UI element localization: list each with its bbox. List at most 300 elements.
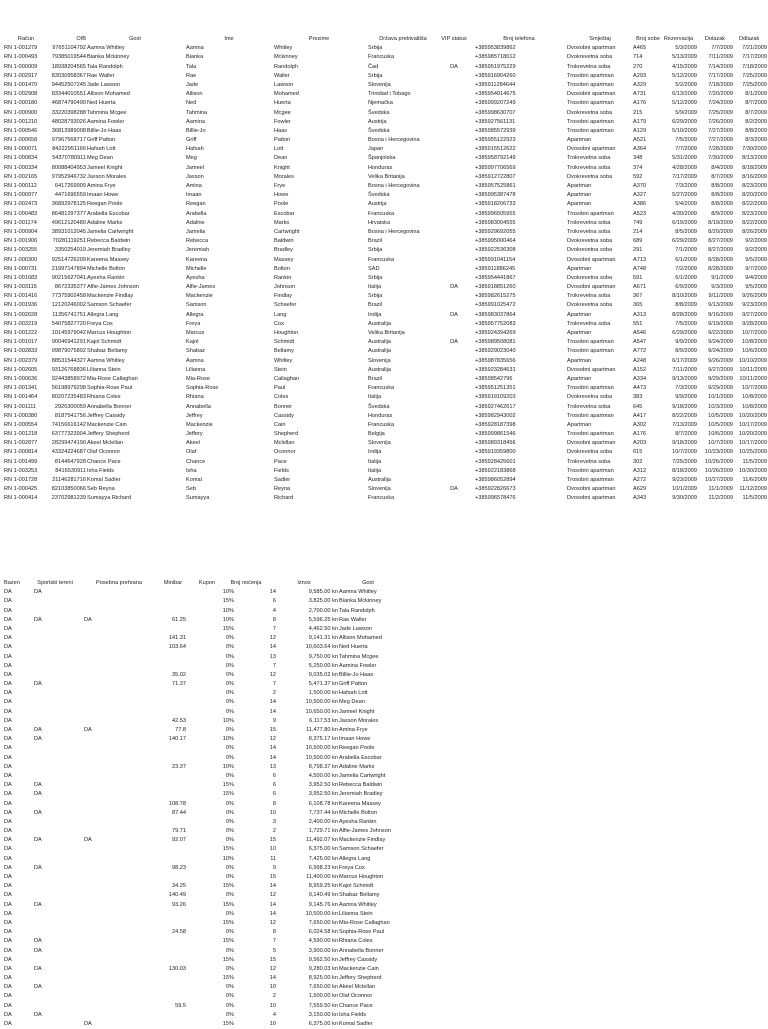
- cell-prezime: Rankin: [274, 274, 292, 281]
- cell-sportski-tereni: DA: [34, 589, 42, 596]
- cell-iznos: 8,959.25 kn: [308, 883, 338, 890]
- table-row: [0, 956, 768, 965]
- cell-broj-telefona: +385983037864: [475, 311, 516, 318]
- cell-prezime: Cain: [274, 421, 286, 428]
- cell-drzava-prebivalista: Francuska: [368, 495, 395, 502]
- cell-bazen: DA: [4, 662, 12, 669]
- cell-broj-nocenja: 2: [272, 993, 276, 1000]
- cell-kupon: 0%: [225, 874, 234, 880]
- cell-smjestaj: Dvosobni apartman: [567, 440, 616, 447]
- cell-gost: Imaan Howe: [339, 736, 371, 743]
- cell-gost: Adaline Marks: [339, 763, 375, 770]
- cell-iznos: 11,400.00 kn: [306, 874, 338, 880]
- cell-dolazak: 9/29/2009: [708, 375, 733, 382]
- cell-kupon: 0%: [225, 947, 234, 954]
- header-ime: Ime: [224, 36, 234, 42]
- cell-racun: RN 1-000425: [4, 486, 38, 493]
- cell-gost: Seb Reyna: [87, 486, 115, 493]
- cell-broj-nocenja: 10: [269, 846, 276, 853]
- cell-rezervacija: 4/28/2009: [672, 164, 697, 171]
- cell-broj-sobe: 215: [633, 109, 643, 116]
- cell-smjestaj: Trokrevetna soba: [567, 219, 611, 226]
- cell-odlazak: 10/8/2009: [742, 339, 767, 346]
- cell-dolazak: 10/5/2009: [708, 421, 733, 428]
- cell-oib: 84222951166: [52, 146, 86, 153]
- cell-gost: Jamelia Cartwright: [87, 228, 134, 235]
- cell-broj-sobe: 749: [633, 219, 643, 226]
- cell-smjestaj: Trosobni apartman: [567, 118, 614, 125]
- cell-smjestaj: Apartman: [567, 265, 592, 272]
- cell-broj-sobe: A465: [633, 45, 647, 52]
- cell-sportski-tereni: DA: [34, 864, 42, 871]
- cell-smjestaj: Trosobni apartman: [567, 385, 614, 392]
- cell-odlazak: 10/10/2009: [739, 357, 767, 364]
- table-row: [0, 928, 768, 937]
- cell-broj-nocenja: 6: [272, 598, 276, 605]
- cell-iznos: 7,425.00 kn: [308, 855, 338, 862]
- table-row: [0, 864, 768, 873]
- table-row: [0, 164, 768, 173]
- cell-broj-telefona: +385919359800: [475, 449, 516, 456]
- cell-oib: 28299474190: [51, 440, 86, 447]
- header-dolazak: Dolazak: [704, 36, 726, 42]
- cell-ime: Jeremiah: [186, 247, 210, 254]
- cell-oib: 6417269909: [54, 183, 86, 189]
- cell-gost: Arabella Escobar: [339, 754, 382, 761]
- cell-odlazak: 7/30/2009: [742, 146, 767, 153]
- cell-racun: RN 1-000658: [4, 137, 38, 144]
- cell-broj-nocenja: 4: [272, 607, 276, 614]
- cell-drzava-prebivalista: Bosna i Hercegovina: [368, 228, 420, 235]
- cell-bazen: DA: [4, 791, 12, 798]
- cell-dolazak: 9/16/2009: [708, 311, 733, 318]
- cell-gost: Ayesha Rankin: [339, 818, 377, 825]
- cell-broj-sobe: 365: [633, 302, 643, 309]
- cell-kupon: 0%: [225, 993, 234, 1000]
- cell-broj-telefona: +385996505955: [475, 210, 516, 217]
- cell-kupon: 10%: [222, 855, 234, 862]
- cell-broj-nocenja: 6: [272, 782, 276, 789]
- cell-bazen: DA: [4, 883, 12, 890]
- cell-rezervacija: 4/30/2009: [672, 210, 697, 217]
- cell-dolazak: 9/24/2009: [708, 348, 733, 355]
- cell-broj-nocenja: 13: [269, 763, 276, 770]
- cell-oib: 21997147894: [51, 265, 86, 272]
- cell-gost: Bianka Mckinney: [87, 54, 130, 61]
- cell-prezime: Cassidy: [274, 412, 294, 419]
- cell-bazen: DA: [4, 589, 12, 596]
- table-row: [0, 616, 768, 625]
- cell-broj-sobe: A293: [633, 72, 647, 79]
- cell-oib: 97952946732: [51, 173, 86, 180]
- table-row: [0, 974, 768, 983]
- cell-broj-nocenja: 14: [269, 975, 276, 982]
- cell-iznos: 6,375.00 kn: [308, 1021, 338, 1027]
- cell-odlazak: 8/26/2009: [742, 228, 767, 235]
- cell-gost: Mia-Rose Callaghan: [339, 919, 390, 926]
- table-row: [0, 607, 768, 616]
- cell-drzava-prebivalista: Australija: [368, 366, 392, 373]
- cell-ime: Allison: [186, 91, 203, 98]
- cell-racun: RN 1-000834: [4, 155, 38, 162]
- cell-gost: Sophia-Rose Paul: [339, 929, 385, 936]
- cell-dolazak: 8/27/2009: [708, 247, 733, 254]
- cell-bazen: DA: [4, 809, 12, 816]
- cell-sportski-tereni: DA: [34, 901, 42, 908]
- cell-smjestaj: Dvosobni apartman: [567, 366, 616, 373]
- cell-smjestaj: Trosobni apartman: [567, 477, 614, 483]
- cell-rezervacija: 5/2/2009: [675, 81, 697, 88]
- table-row: [0, 947, 768, 956]
- cell-drzava-prebivalista: Australija: [368, 477, 392, 483]
- cell-gost: Jaxson Morales: [339, 717, 379, 724]
- cell-broj-telefona: +385985718012: [475, 54, 516, 61]
- cell-iznos: 10,500.00 kn: [305, 745, 338, 752]
- cell-broj-telefona: +385923284631: [475, 366, 516, 373]
- cell-rezervacija: 7/2/2009: [675, 265, 697, 272]
- cell-drzava-prebivalista: Italija: [368, 458, 382, 465]
- cell-gost: Imaan Howe: [87, 192, 119, 199]
- cell-smjestaj: Trokrevetna soba: [567, 320, 611, 327]
- cell-prezime: Schmidt: [274, 339, 295, 346]
- cell-gost: Jade Lawson: [339, 625, 372, 632]
- cell-iznos: 7,737.44 kn: [308, 809, 338, 816]
- cell-minibar: 59.5: [175, 1002, 186, 1009]
- cell-oib: 93126768836: [51, 366, 86, 373]
- cell-broj-sobe: A176: [633, 100, 647, 107]
- cell-kupon: 0%: [225, 653, 234, 660]
- table-row: [0, 219, 768, 228]
- table-row: [0, 311, 768, 320]
- cell-iznos: 11,492.07 kn: [306, 837, 338, 844]
- cell-oib: 97967568717: [51, 137, 86, 144]
- cell-ime: Amina: [186, 183, 202, 189]
- cell-broj-nocenja: 13: [269, 653, 276, 660]
- cell-odlazak: 10/8/2009: [742, 403, 767, 410]
- cell-ime: Jade: [186, 81, 199, 88]
- cell-gost: Alfie-James Johnson: [87, 284, 139, 291]
- cell-racun: RN 1-000554: [4, 421, 38, 428]
- cell-drzava-prebivalista: Trinidad i Tobago: [368, 91, 411, 98]
- cell-iznos: 9,035.02 kn: [308, 671, 338, 678]
- cell-minibar: 87.44: [172, 809, 186, 816]
- cell-odlazak: 9/27/2009: [742, 311, 767, 318]
- table-row: [0, 910, 768, 919]
- cell-gost: Jeremiah Bradley: [339, 791, 383, 798]
- cell-gost: Aamna Whitley: [339, 589, 377, 596]
- cell-sportski-tereni: DA: [34, 727, 42, 733]
- header-odlazak: Odlazak: [738, 36, 760, 42]
- cell-odlazak: 9/4/2009: [745, 274, 767, 281]
- cell-gost: Mia-Rose Callaghan: [87, 375, 138, 382]
- cell-dolazak: 8/9/2009: [711, 210, 733, 217]
- cell-smjestaj: Apartman: [567, 311, 592, 318]
- cell-drzava-prebivalista: Velika Britanija: [368, 330, 405, 336]
- cell-kupon: 15%: [222, 938, 234, 945]
- cell-sportski-tereni: DA: [34, 938, 42, 945]
- header-bazen: Bazen: [4, 580, 20, 586]
- cell-gost: Griff Patton: [87, 137, 116, 144]
- cell-prezime: Dean: [274, 155, 288, 162]
- cell-broj-sobe: A731: [633, 91, 647, 98]
- cell-drzava-prebivalista: Brazil: [368, 375, 382, 382]
- cell-oib: 12120246002: [51, 302, 86, 309]
- cell-kupon: 10%: [222, 616, 234, 623]
- cell-broj-telefona: +385951975229: [475, 63, 516, 70]
- cell-odlazak: 10/7/2009: [742, 330, 767, 336]
- cell-ime: Chance: [186, 458, 206, 465]
- cell-drzava-prebivalista: Austrija: [368, 201, 387, 208]
- cell-iznos: 3,952.50 kn: [308, 782, 338, 789]
- cell-rezervacija: 5/31/2009: [672, 155, 697, 162]
- cell-broj-telefona: +385911886245: [475, 265, 516, 272]
- cell-kupon: 15%: [222, 975, 234, 982]
- cell-rezervacija: 6/9/2009: [675, 284, 697, 291]
- header-racun: Račun: [17, 36, 35, 42]
- cell-minibar: 140.49: [168, 892, 186, 899]
- table-row: [0, 855, 768, 864]
- cell-drzava-prebivalista: Bosna i Hercegovina: [368, 137, 420, 144]
- header-posebna-prehrana: Posebna prehrana: [95, 580, 143, 586]
- table-row: [0, 467, 768, 476]
- cell-bazen: DA: [4, 947, 12, 954]
- cell-bazen: DA: [4, 855, 12, 862]
- cell-prezime: Marks: [274, 219, 290, 226]
- cell-gost: Adaline Marks: [87, 219, 123, 226]
- cell-bazen: DA: [4, 938, 12, 945]
- cell-ime: Sumayya: [186, 495, 210, 502]
- cell-iznos: 3,952.50 kn: [308, 791, 338, 798]
- cell-gost: Rae Waller: [87, 72, 115, 79]
- table-row: [0, 182, 768, 191]
- cell-bazen: DA: [4, 607, 12, 614]
- cell-dolazak: 7/11/2009: [708, 54, 733, 61]
- cell-racun: RN 1-001906: [4, 238, 38, 245]
- cell-smjestaj: Trokrevetna soba: [567, 63, 611, 70]
- cell-drzava-prebivalista: Brazil: [368, 238, 382, 245]
- cell-odlazak: 10/20/2009: [739, 431, 767, 438]
- cell-racun: RN 1-000380: [4, 412, 38, 419]
- cell-iznos: 10,500.00 kn: [305, 910, 338, 917]
- services-table: [0, 579, 768, 1029]
- cell-dolazak: 8/8/2009: [711, 183, 733, 189]
- cell-odlazak: 7/17/2009: [742, 54, 767, 61]
- cell-rezervacija: 9/9/2009: [675, 339, 697, 346]
- cell-prezime: Bellamy: [274, 348, 294, 355]
- cell-gost: Sumayya Richard: [87, 495, 132, 502]
- cell-broj-nocenja: 12: [269, 736, 276, 743]
- cell-vip-status: DA: [450, 284, 458, 291]
- cell-ime: Allegra: [186, 311, 204, 318]
- cell-oib: 18938204565: [51, 63, 86, 70]
- cell-racun: RN 1-001222: [4, 330, 38, 336]
- cell-iznos: 11,477.80 kn: [306, 727, 338, 733]
- header-broj-telefona: Broj telefona: [503, 36, 535, 42]
- cell-gost: Aamina Fowler: [87, 118, 125, 125]
- cell-oib: 8187541756: [54, 412, 86, 419]
- cell-odlazak: 10/20/2009: [739, 412, 767, 419]
- cell-minibar: 35.02: [172, 671, 186, 678]
- cell-bazen: DA: [4, 625, 12, 632]
- cell-racun: RN 1-002877: [4, 440, 38, 447]
- cell-broj-telefona: +385922183868: [475, 467, 516, 474]
- cell-gost: Aamna Whitley: [87, 357, 125, 364]
- cell-drzava-prebivalista: Italija: [368, 467, 382, 474]
- table-row: [0, 754, 768, 763]
- cell-racun: RN 1-000493: [4, 54, 38, 61]
- cell-ime: Griff: [186, 137, 197, 144]
- table-row: [0, 72, 768, 81]
- cell-racun: RN 1-001210: [4, 118, 38, 125]
- cell-kupon: 0%: [225, 1011, 234, 1018]
- cell-sportski-tereni: DA: [34, 681, 42, 688]
- cell-racun: RN 1-000900: [4, 109, 38, 116]
- cell-gost: Rae Waller: [339, 616, 367, 623]
- cell-rezervacija: 4/15/2009: [672, 63, 697, 70]
- cell-gost: Tala Randolph: [87, 63, 123, 70]
- cell-kupon: 0%: [225, 754, 234, 761]
- cell-broj-telefona: +385929692055: [475, 228, 516, 235]
- cell-broj-sobe: A772: [633, 348, 647, 355]
- cell-rezervacija: 9/23/2009: [672, 477, 697, 483]
- cell-prezime: Frye: [274, 183, 286, 189]
- cell-broj-sobe: 367: [633, 293, 643, 300]
- cell-drzava-prebivalista: Slovenija: [368, 486, 391, 493]
- cell-smjestaj: Apartman: [567, 357, 592, 364]
- cell-gost: Meg Dean: [87, 155, 113, 162]
- table-row: [0, 357, 768, 366]
- cell-broj-telefona: +385929023040: [475, 348, 516, 355]
- cell-dolazak: 8/20/2009: [708, 228, 733, 235]
- cell-kupon: 0%: [225, 929, 234, 936]
- cell-iznos: 7,559.50 kn: [308, 1002, 338, 1009]
- cell-iznos: 9,750.00 kn: [308, 653, 338, 660]
- cell-iznos: 3,825.00 kn: [308, 598, 338, 605]
- cell-bazen: DA: [4, 910, 12, 917]
- cell-broj-sobe: A302: [633, 421, 647, 428]
- cell-iznos: 9,141.31 kn: [308, 635, 338, 642]
- cell-broj-sobe: A473: [633, 385, 647, 392]
- cell-broj-sobe: A343: [633, 495, 647, 502]
- cell-oib: 3350254019: [54, 247, 86, 254]
- cell-ime: Aamina: [186, 118, 205, 125]
- cell-dolazak: 8/8/2009: [711, 192, 733, 199]
- table-row: [0, 485, 768, 494]
- cell-rezervacija: 6/19/2009: [672, 219, 697, 226]
- cell-odlazak: 8/20/2009: [742, 192, 767, 199]
- cell-smjestaj: Dvokrevetna soba: [567, 109, 613, 116]
- cell-gost: Tahmina Mcgee: [339, 653, 379, 660]
- cell-odlazak: 8/16/2009: [742, 173, 767, 180]
- cell-drzava-prebivalista: Bosna i Hercegovina: [368, 183, 420, 189]
- cell-broj-telefona: +385999207249: [475, 100, 516, 107]
- table-row: [0, 292, 768, 301]
- cell-dolazak: 9/19/2009: [708, 320, 733, 327]
- cell-dolazak: 7/17/2009: [708, 72, 733, 79]
- cell-dolazak: 10/3/2009: [708, 403, 733, 410]
- cell-odlazak: 9/28/2009: [742, 320, 767, 327]
- cell-prezime: Mohamed: [274, 91, 299, 98]
- cell-gost: Mackenzie Findlay: [339, 837, 386, 844]
- cell-broj-sobe: A546: [633, 330, 647, 336]
- table-row: [0, 689, 768, 698]
- table-row: [0, 228, 768, 237]
- cell-gost: Annabella Bonner: [87, 403, 132, 410]
- cell-drzava-prebivalista: Švedska: [368, 127, 390, 134]
- cell-prezime: Patton: [274, 137, 291, 144]
- cell-prezime: Paul: [274, 385, 286, 392]
- cell-smjestaj: Dvosobni apartman: [567, 146, 616, 153]
- cell-broj-telefona: +385954914675: [475, 91, 516, 98]
- cell-kupon: 15%: [222, 883, 234, 890]
- cell-rezervacija: 9/9/2009: [675, 394, 697, 401]
- cell-odlazak: 10/25/2009: [739, 449, 767, 456]
- cell-broj-sobe: 592: [633, 173, 643, 180]
- cell-gost: Hafsah Lott: [339, 690, 368, 697]
- cell-kupon: 0%: [225, 864, 234, 871]
- cell-smjestaj: Dvokrevetna soba: [567, 238, 613, 245]
- cell-prezime: Waller: [274, 72, 290, 79]
- cell-racun: RN 1-000414: [4, 495, 38, 502]
- table-row: [0, 191, 768, 200]
- cell-prezime: Fowler: [274, 118, 291, 125]
- cell-odlazak: 8/7/2009: [745, 109, 767, 116]
- cell-gost: Annabella Bonner: [339, 947, 384, 954]
- cell-drzava-prebivalista: Španjolska: [368, 155, 396, 162]
- cell-racun: RN 1-002908: [4, 91, 38, 98]
- cell-bazen: DA: [4, 736, 12, 743]
- cell-minibar: 42.53: [172, 717, 186, 724]
- cell-broj-sobe: A129: [633, 127, 647, 134]
- cell-broj-sobe: A179: [633, 118, 647, 125]
- cell-broj-nocenja: 7: [272, 662, 276, 669]
- cell-broj-sobe: A713: [633, 256, 647, 263]
- cell-broj-telefona: +385991041154: [475, 256, 516, 263]
- cell-dolazak: 8/7/2009: [711, 173, 733, 180]
- cell-bazen: DA: [4, 874, 12, 880]
- cell-bazen: DA: [4, 846, 12, 853]
- cell-drzava-prebivalista: Australija: [368, 348, 392, 355]
- cell-racun: RN 1-001728: [4, 477, 38, 483]
- cell-kupon: 10%: [222, 763, 234, 770]
- cell-bazen: DA: [4, 772, 12, 779]
- cell-oib: 77375902458: [51, 293, 86, 300]
- cell-broj-sobe: 714: [633, 54, 643, 61]
- cell-racun: RN 1-002473: [4, 201, 38, 208]
- cell-dolazak: 10/5/2009: [708, 412, 733, 419]
- table-row: [0, 744, 768, 753]
- cell-ime: Jamelia: [186, 228, 206, 235]
- cell-bazen: DA: [4, 690, 12, 697]
- cell-minibar: 98.23: [172, 864, 186, 871]
- cell-sportski-tereni: DA: [34, 736, 42, 743]
- cell-broj-nocenja: 2: [272, 690, 276, 697]
- cell-iznos: 2,400.00 kn: [308, 818, 338, 825]
- cell-gost: Olaf Oconnor: [339, 993, 373, 1000]
- cell-broj-nocenja: 12: [269, 671, 276, 678]
- cell-smjestaj: Trokrevetna soba: [567, 458, 611, 465]
- cell-racun: RN 1-000071: [4, 146, 38, 153]
- cell-prezime: Coles: [274, 394, 289, 401]
- cell-oib: 99879075892: [51, 348, 86, 355]
- cell-kupon: 0%: [225, 1002, 234, 1009]
- cell-broj-sobe: A334: [633, 375, 647, 382]
- cell-racun: RN 1-002165: [4, 173, 38, 180]
- cell-kupon: 0%: [225, 892, 234, 899]
- cell-broj-nocenja: 5: [272, 947, 276, 954]
- cell-broj-sobe: 645: [633, 403, 643, 410]
- cell-dolazak: 8/4/2009: [711, 164, 733, 171]
